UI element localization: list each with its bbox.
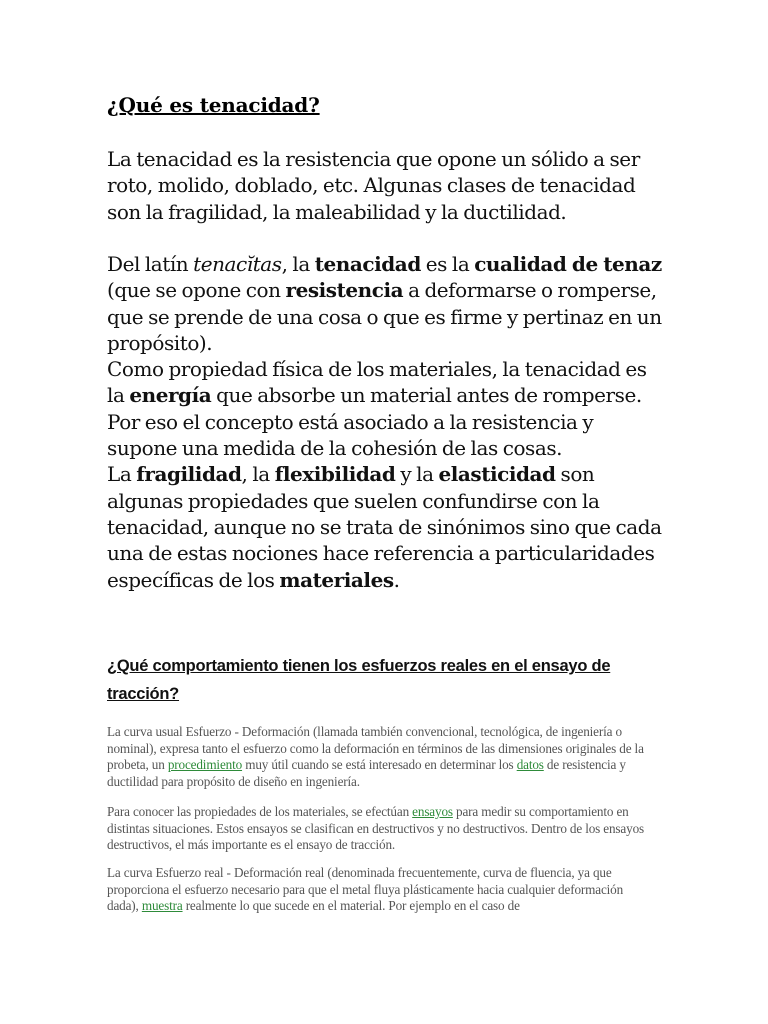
text-run: realmente lo que sucede en el material. Por ejemplo en el caso de xyxy=(182,898,520,914)
text-run: La curva Esfuerzo real - Deformación real (denominada frecuentemente, curva de fluencia, ya que proporciona el esfuerzo necesario para que el metal fluya plásticamente hacia cualquier deformación dada), xyxy=(107,865,624,914)
bold-term: resistencia xyxy=(285,278,404,303)
bold-term: cualidad de tenaz xyxy=(474,252,662,276)
text-run: muy útil cuando se está interesado en determinar los xyxy=(242,757,517,773)
heading-esfuerzos-reales: ¿Qué comportamiento tienen los esfuerzos reales en el ensayo de tracción? xyxy=(107,657,611,703)
bold-term: elasticidad xyxy=(438,462,556,487)
text-run: de resistencia y ductilidad para propósito de diseño en ingeniería. xyxy=(107,757,626,789)
text-run: , la xyxy=(241,462,275,487)
paragraph-ensayos xyxy=(107,804,655,854)
text-run: para medir su comportamiento en distintas situaciones. Estos ensayos se clasifican en destructivos y no destructivos. Dentro de los ensayos destructivos, el más importante es el ensayo de tracción. xyxy=(107,804,644,853)
paragraph-definition: La tenacidad es la resistencia que opone un sólido a ser roto, molido, doblado, etc. Algunas clases de tenacidad son la fragilidad, la maleabilidad y la ductilidad. xyxy=(107,147,640,224)
text-run: Para conocer las propiedades de los materiales, se efectúan xyxy=(107,804,413,819)
paragraph-curva-real xyxy=(107,865,655,915)
latin-word: tenacĭtas xyxy=(193,252,282,276)
text-run: . xyxy=(393,567,400,592)
text-run: es la xyxy=(420,252,475,276)
text-run: La xyxy=(107,462,137,487)
paragraph-curva-usual xyxy=(107,724,655,790)
text-run: que absorbe un material antes de romperse. Por eso el concepto está asociado a la resistencia y supone una medida de la cohesión de las cosas. xyxy=(107,383,642,461)
bold-term: flexibilidad xyxy=(274,462,396,487)
text-run: La curva usual Esfuerzo - Deformación (llamada también convencional, tecnológica, de ingeniería o nominal), expresa tanto el esfuerzo como la deformación en términos de las dimensiones originales de la probeta, un xyxy=(107,724,644,773)
link-procedimiento[interactable]: procedimiento xyxy=(167,757,243,773)
link-datos[interactable]: datos xyxy=(516,757,544,773)
bold-term: tenacidad xyxy=(314,252,421,276)
text-run: son algunas propiedades que suelen confundirse con la tenacidad, aunque no se trata de sinónimos sino que cada una de estas nociones hace referencia a particularidades específicas de los xyxy=(107,462,662,592)
text-run: (que se opone con xyxy=(107,278,286,303)
text-run: , la xyxy=(281,252,315,276)
bold-term: fragilidad xyxy=(136,462,242,487)
link-ensayos[interactable]: ensayos xyxy=(412,804,453,819)
text-run: a deformarse o romperse, que se prende de una cosa o que es firme y pertinaz en un propósito). xyxy=(107,278,662,355)
text-run: Como propiedad física de los materiales, la tenacidad es la xyxy=(107,357,647,408)
text-run: Del latín xyxy=(107,252,194,276)
link-muestra[interactable]: muestra xyxy=(141,898,183,914)
bold-term: energía xyxy=(129,383,212,408)
bold-term: materiales xyxy=(279,567,394,592)
heading-que-es-tenacidad: ¿Qué es tenacidad? xyxy=(107,93,320,117)
text-run: y la xyxy=(395,462,439,487)
paragraph-etymology xyxy=(107,251,667,593)
